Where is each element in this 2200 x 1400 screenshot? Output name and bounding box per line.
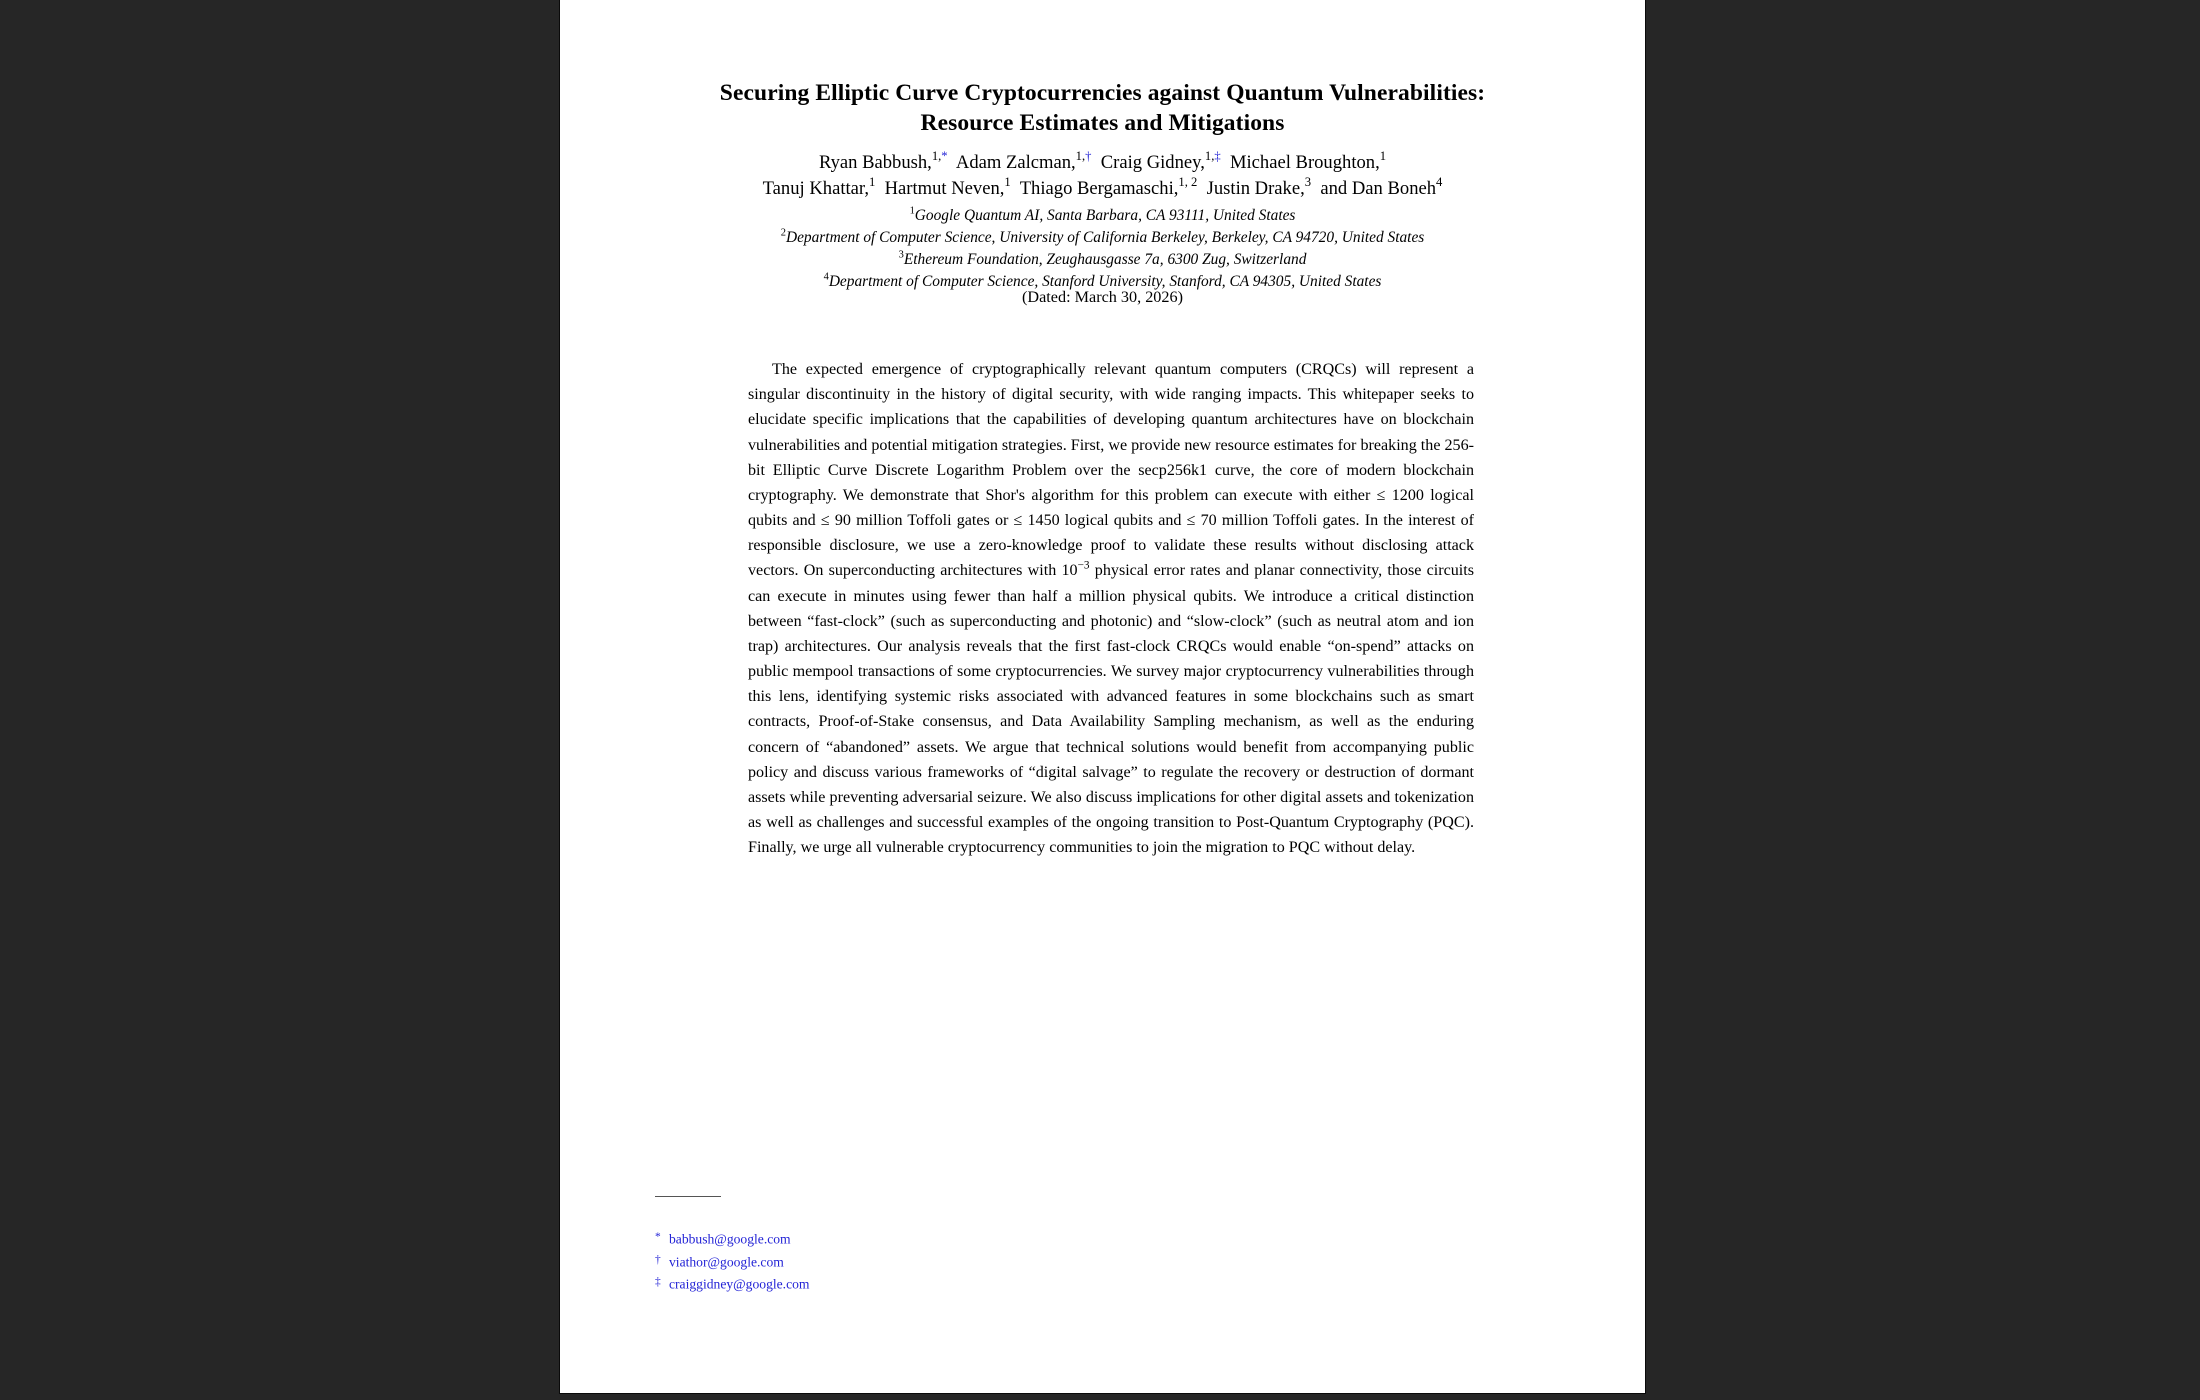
footnote-email-link[interactable]: babbush@google.com: [669, 1231, 791, 1247]
footnote-marker: ‡: [655, 1276, 661, 1289]
author-affiliation-marker: 1: [1379, 149, 1387, 164]
affiliation-text: Google Quantum AI, Santa Barbara, CA 93111, United States: [914, 207, 1296, 224]
author-affiliation-marker: 1,: [931, 149, 942, 164]
author-affiliation-marker: 1,: [1075, 149, 1086, 164]
affiliation-item: [600, 227, 1605, 249]
affiliation-text: Department of Computer Science, University of California Berkeley, Berkeley, CA 94720, United States: [785, 229, 1425, 247]
author-affiliation-marker: 4: [1436, 174, 1443, 189]
pdf-page: [560, 0, 1645, 1393]
affiliation-text: Ethereum Foundation, Zeughausgasse 7a, 6300 Zug, Switzerland: [903, 251, 1307, 269]
author-footnote-marker[interactable]: [1214, 149, 1220, 163]
author-line-2: [630, 176, 1575, 202]
author-name: Thiago Bergamaschi,: [1019, 177, 1179, 199]
author-list: [630, 150, 1575, 201]
footnote-marker: †: [655, 1253, 661, 1266]
author-footnote-marker[interactable]: [941, 149, 947, 163]
author-name: Craig Gidney,: [1100, 152, 1205, 173]
author-name: Adam Zalcman,: [955, 152, 1076, 173]
author-name: Michael Broughton,: [1229, 152, 1380, 173]
author-affiliation-marker: 1: [1004, 174, 1011, 189]
affiliation-item: [600, 205, 1605, 227]
footnote-marker: *: [655, 1231, 661, 1243]
abstract-part-2: physical error rates and planar connectivity, those circuits can execute in minutes using fewer than half a million physical qubits. We introduce a critical distinction between “fast-clock” (such as superconducting and photonic) and “slow-clock” (such as neutral atom and ion trap) architectures. Our analysis reveals that the first fast-clock CRQCs would enable “on-spend” attacks on public mempool transactions of some cryptocurrencies. We survey major cryptocurrency vulnerabilities through this lens, identifying systemic risks associated with advanced features in some blockchains such as smart contracts, Proof-of-Stake consensus, and Data Availability Sampling mechanism, as well as the enduring concern of “abandoned” assets. We argue that technical solutions would benefit from accompanying public policy and discuss various frameworks of “digital salvage” to regulate the recovery or destruction of dormant assets while preventing adversarial seizure. We also discuss implications for other digital assets and tokenization as well as challenges and successful examples of the ongoing transition to Post-Quantum Cryptography (PQC). Finally, we urge all vulnerable cryptocurrency communities to join the migration to PQC without delay.: [748, 562, 1474, 857]
author-footnote-link[interactable]: ‡: [1214, 149, 1221, 164]
author-name: and Dan Boneh: [1320, 177, 1437, 199]
footnote-list: [655, 1228, 1155, 1296]
affiliation-text: Department of Computer Science, Stanford University, Stanford, CA 94305, United States: [828, 273, 1382, 291]
author-footnote-link[interactable]: †: [1085, 149, 1092, 164]
affiliation-item: [600, 249, 1605, 271]
abstract-part-1: The expected emergence of cryptographically relevant quantum computers (CRQCs) will represent a singular discontinuity in the history of digital security, with wide ranging impacts. This whitepaper seeks to elucidate specific implications that the capabilities of developing quantum architectures have on blockchain vulnerabilities and potential mitigation strategies. First, we provide new resource estimates for breaking the 256-bit Elliptic Curve Discrete Logarithm Problem over the secp256k1 curve, the core of modern blockchain cryptography. We demonstrate that Shor's algorithm for this problem can execute with either ≤ 1200 logical qubits and ≤ 90 million Toffoli gates or ≤ 1450 logical qubits and ≤ 70 million Toffoli gates. In the interest of responsible disclosure, we use a zero-knowledge proof to validate these results without disclosing attack vectors. On superconducting architectures with 10: [748, 361, 1474, 580]
author-affiliation-marker: 3: [1304, 174, 1312, 189]
affiliation-number: 1: [909, 205, 915, 217]
author-name: Hartmut Neven,: [884, 177, 1005, 199]
affiliation-number: 2: [780, 227, 786, 239]
author-footnote-link[interactable]: *: [941, 149, 948, 164]
author-name: Tanuj Khattar,: [762, 177, 870, 199]
abstract-exponent: −3: [1077, 559, 1090, 572]
title-line-1: Securing Elliptic Curve Cryptocurrencies against Quantum Vulnerabilities:: [719, 80, 1486, 106]
footnote-email-link[interactable]: viathor@google.com: [669, 1254, 784, 1269]
title-line-2: Resource Estimates and Mitigations: [920, 110, 1285, 137]
author-footnote-marker[interactable]: [1085, 149, 1091, 163]
abstract-text: [748, 357, 1474, 860]
footnote-item: [655, 1228, 1155, 1251]
author-name: Justin Drake,: [1206, 177, 1305, 199]
author-line-1: [630, 150, 1575, 176]
author-affiliation-marker: 1: [869, 174, 876, 189]
affiliation-number: 4: [823, 271, 829, 283]
affiliation-list: [600, 205, 1605, 293]
page-title: [660, 78, 1545, 138]
footnote-item: [655, 1251, 1155, 1274]
affiliation-number: 3: [898, 249, 904, 261]
date-line: (Dated: March 30, 2026): [1022, 288, 1183, 306]
footnote-email-link[interactable]: craiggidney@google.com: [669, 1276, 810, 1292]
footnote-separator-rule: [655, 1196, 721, 1197]
author-name: Ryan Babbush,: [818, 152, 932, 173]
author-affiliation-marker: 1, 2: [1178, 174, 1198, 189]
author-affiliation-marker: 1,: [1204, 149, 1215, 164]
footnote-item: [655, 1273, 1155, 1296]
